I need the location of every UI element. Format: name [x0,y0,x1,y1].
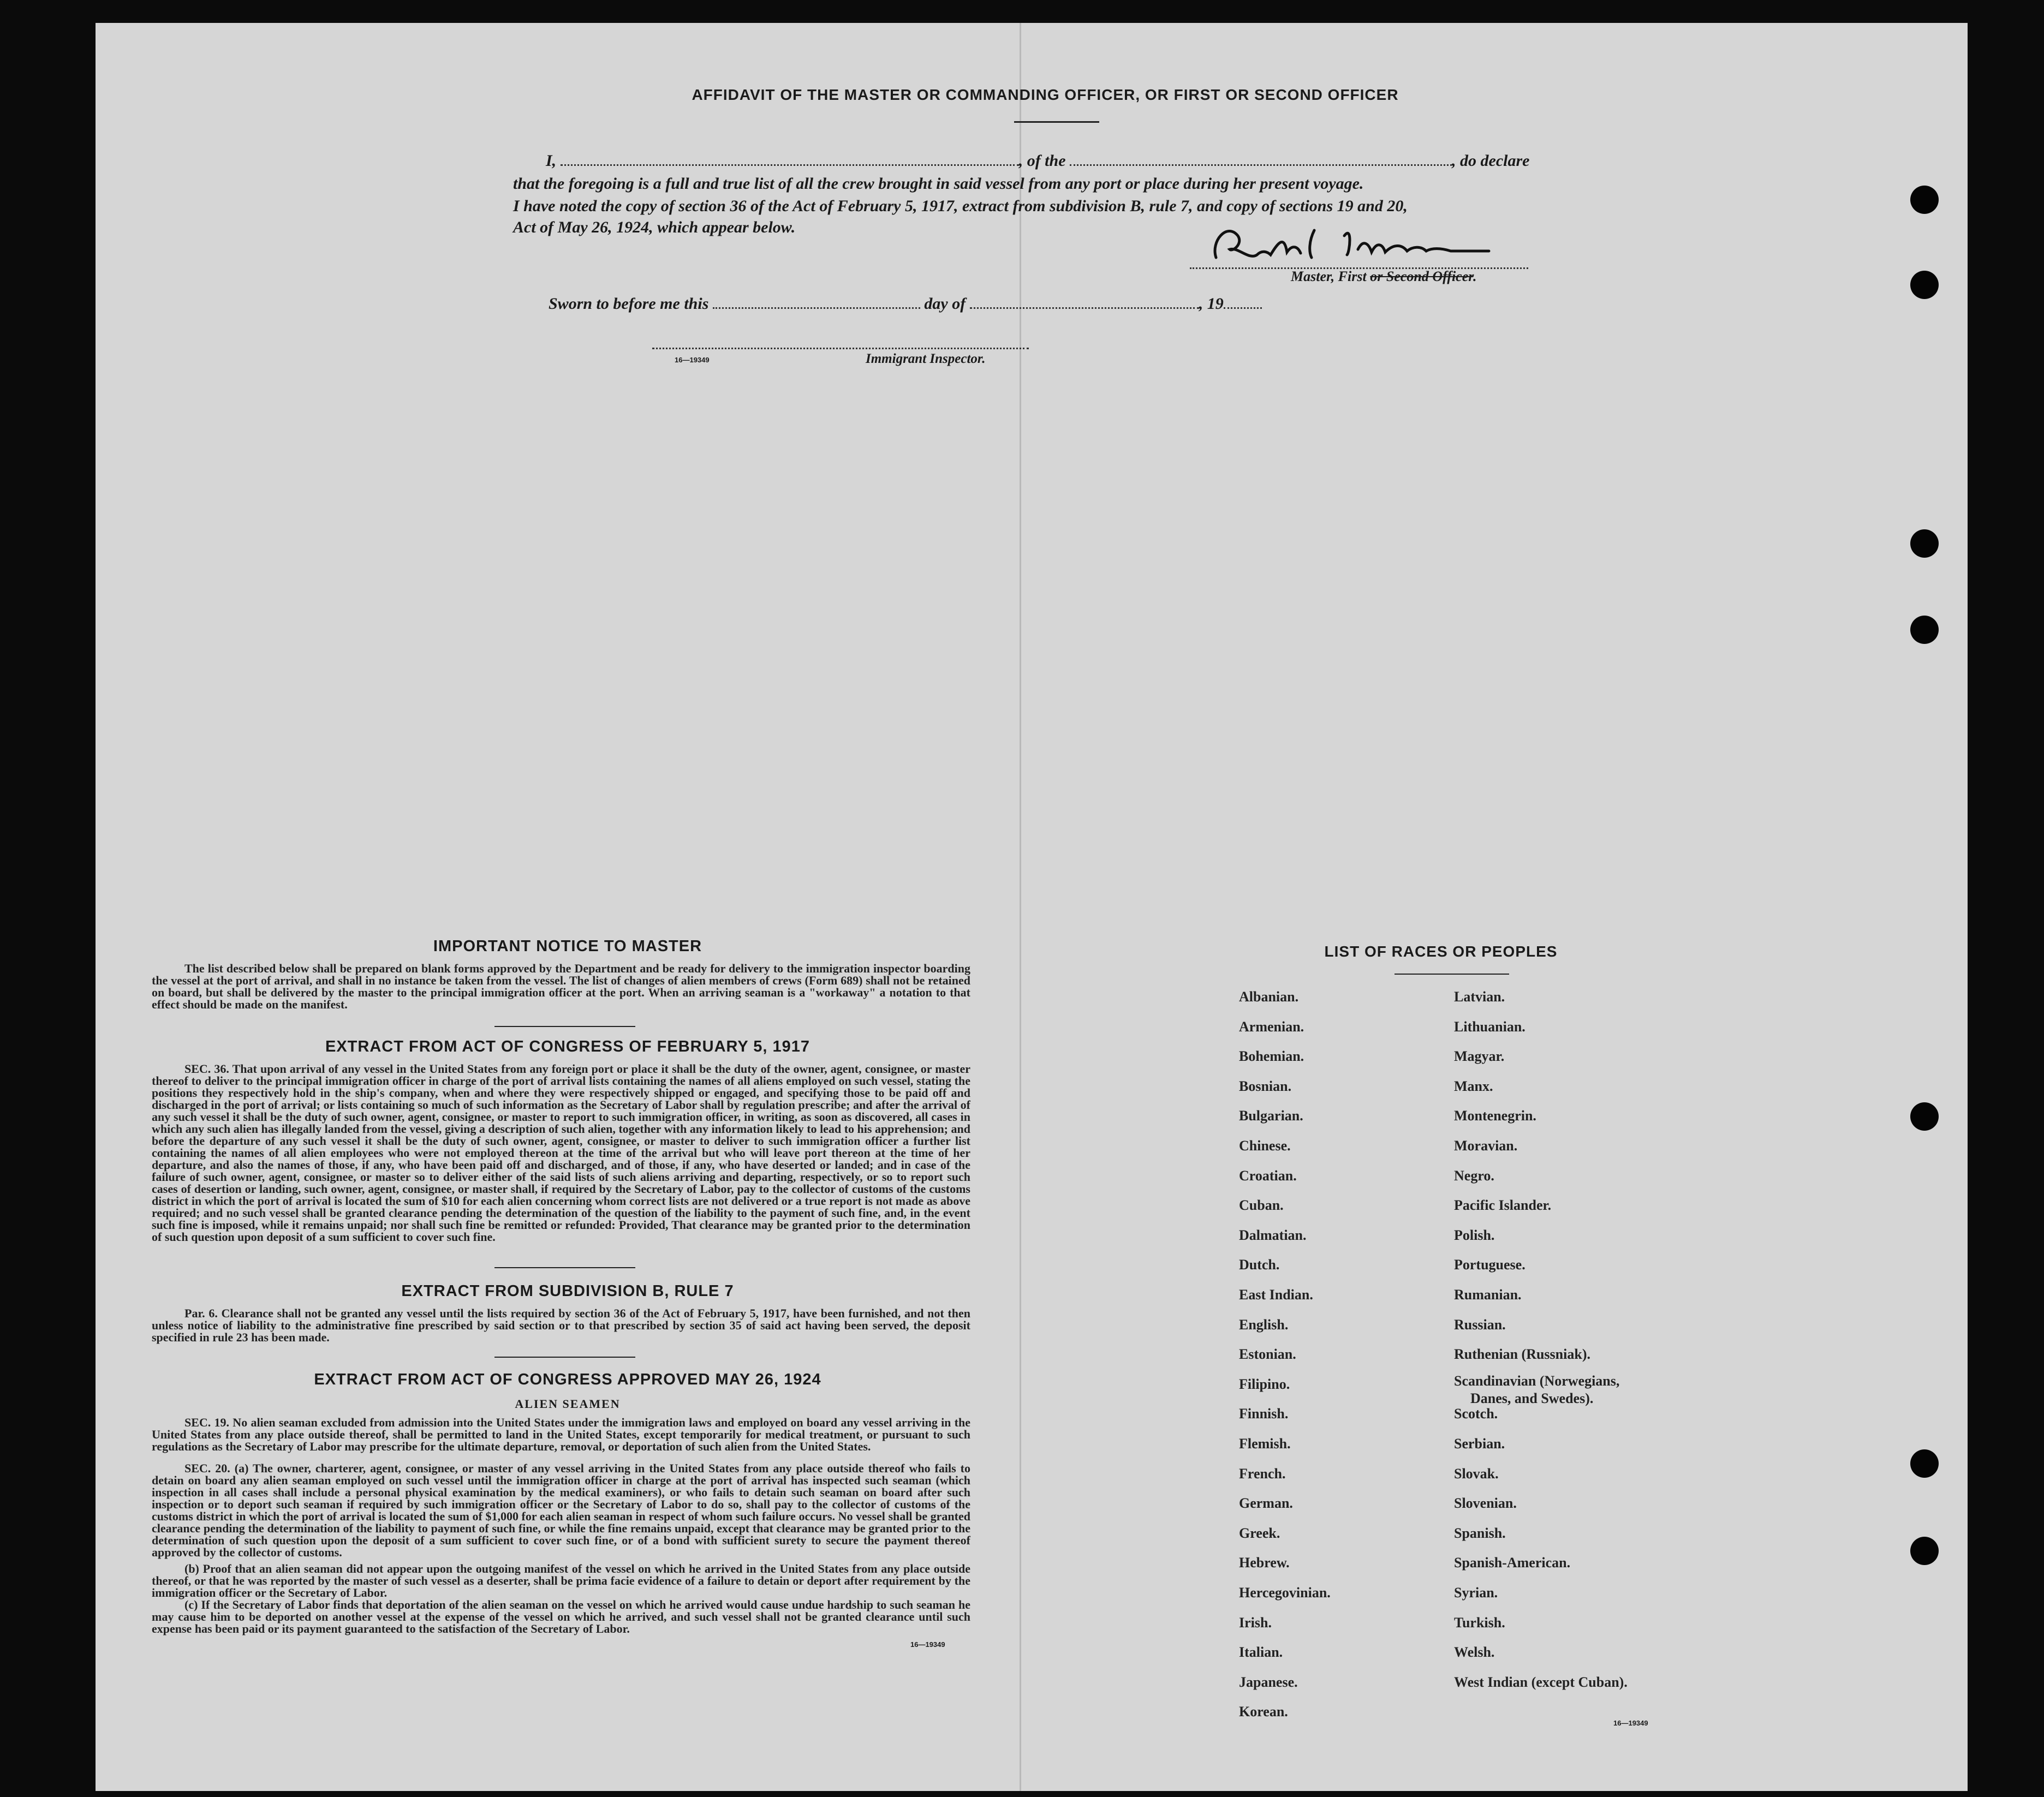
race-item: Croatian. [1239,1167,1297,1184]
race-item: Magyar. [1454,1048,1505,1065]
race-item: Hercegovinian. [1239,1585,1331,1601]
race-item: French. [1239,1465,1286,1482]
declaration-line-1 [546,152,1550,170]
race-item: Syrian. [1454,1585,1498,1601]
race-item: Finnish. [1239,1406,1289,1422]
binder-hole [1910,1537,1939,1565]
race-item: Cuban. [1239,1197,1284,1214]
race-item: Slovak. [1454,1465,1499,1482]
declaration-line-4: Act of May 26, 1924, which appear below. [513,218,796,236]
binder-hole [1910,616,1939,644]
affidavit-form-code: 16—19349 [675,356,710,364]
extract-1924-sec20b: (b) Proof that an alien seaman did not appear upon the outgoing manifest of the vessel on which he arrived in the United States from any place outside thereof, or that he was reported by the master of such vessel as a deserter, shall be prima facie evidence of a failure to detain or deport after requirement by the immigration officer or the Secretary of Labor. [152,1562,970,1599]
race-item: Pacific Islander. [1454,1197,1552,1214]
sworn-year-field[interactable] [1224,307,1262,309]
vessel-name-field[interactable] [1070,164,1452,166]
race-item: Hebrew. [1239,1555,1290,1571]
notice-title: IMPORTANT NOTICE TO MASTER [433,938,702,955]
extract-1917-title: EXTRACT FROM ACT OF CONGRESS OF FEBRUARY 5, 1917 [325,1038,811,1055]
declaration-line-3: I have noted the copy of section 36 of the Act of February 5, 1917, extract from subdivision B, rule 7, and copy of sections 19 and 20, [513,197,1408,215]
binder-hole [1910,529,1939,558]
race-item: Filipino. [1239,1376,1290,1392]
sworn-day-field[interactable] [713,307,920,309]
race-item: Estonian. [1239,1346,1296,1363]
race-item: Bulgarian. [1239,1108,1303,1124]
extract-1924-sec20a: SEC. 20. (a) The owner, charterer, agent, consignee, or master of any vessel arriving in the United States from any place outside thereof who fails to detain on board any alien seaman employed on such vessel until the immigration officer in charge at the port of arrival has inspected such seaman (which inspection in all cases shall include a personal physical examination by the medical examiners), or who fails to detain such seaman on board after such inspection or to deport such seaman if required by such immigration officer or the Secretary of Labor to do so, shall pay to the collector of customs of the customs district in which the port of arrival is located the sum of $1,000 for each alien seaman in respect of whom such failure occurs. No vessel shall be granted clearance pending the determination of the liability to payment of such fine, or while the fine remains unpaid, except that clearance may be granted prior to the determination of such question upon the deposit of a sum sufficient to cover such fine, or of a bond with sufficient surety to secure the payment thereof approved by the collector of customs. [152,1461,970,1559]
race-item: Dalmatian. [1239,1227,1307,1243]
race-item: Portuguese. [1454,1257,1525,1273]
subdivision-b-body: Par. 6. Clearance shall not be granted any vessel until the lists required by section 36 of the Act of February 5, 1917, have been furnished, and not then unless notice of liability to the administrative fine prescribed by said section or to that prescribed by section 35 of said act having been served, the deposit specified in rule 23 has been made. [152,1306,970,1344]
affidavit-title: AFFIDAVIT OF THE MASTER OR COMMANDING OFFICER, OR FIRST OR SECOND OFFICER [692,86,1399,103]
title-underline [1014,121,1099,123]
extract-1924-sec20c: (c) If the Secretary of Labor finds that deportation of the alien seaman on the vessel on which he arrived would cause undue hardship to such seaman he may cause him to be deported on another vessel at the expense of the vessel on which he arrived, and such vessel shall not be granted clearance until such expense has been paid or its payment guaranteed to the satisfaction of the Secretary of Labor. [152,1598,970,1635]
race-item: Lithuanian. [1454,1018,1525,1035]
race-item: West Indian (except Cuban). [1454,1674,1628,1690]
race-item: Slovenian. [1454,1495,1517,1512]
signature [1205,219,1511,268]
i-label: I, [546,152,557,170]
race-item: Polish. [1454,1227,1495,1243]
race-item: Italian. [1239,1644,1283,1661]
extract-1917-body: SEC. 36. That upon arrival of any vessel in the United States from any foreign port or place it shall be the duty of the owner, agent, consignee, or master thereof to deliver to the principal immigration officer in charge of the port of arrival lists containing the names of all aliens employed on such vessel, stating the positions they respectively hold in the ship's company, when and where they were respectively shipped or engaged, and specifying those to be paid off and discharged in the port of arrival; or lists containing so much of such information as the Secretary of Labor shall by regulation prescribe; and after the arrival of any such vessel it shall be the duty of such owner, agent, consignee, or master to report to such immigration officer, in writing, as soon as discovered, all cases in which any such alien has illegally landed from the vessel, giving a description of such alien, together with any information likely to lead to his apprehension; and before the departure of any such vessel it shall be the duty of such owner, agent, consignee, or master to deliver to such immigration officer a further list containing the names of all alien employees who were not employed thereon at the time of the arrival but who will leave port thereon at the time of her departure, and also the names of those, if any, who have been paid off and discharged, and of those, if any, who have deserted or landed; and in case of the failure of such owner, agent, consignee, or master so to deliver either of the said lists of such aliens arriving and departing, respectively, or so to report such cases of desertion or landing, such owner, agent, consignee, or master shall, if required by the Secretary of Labor, pay to the collector of customs of the customs district in which the port of arrival is located the sum of $10 for each alien concerning whom correct lists are not delivered or a true report is not made as above required; and no such vessel shall be granted clearance pending the determination of the question of the liability to the payment of such fine, and, in the event such fine is imposed, while it remains unpaid; nor shall such fine be remitted or refunded: Provided, That clearance may be granted prior to the determination of such question upon deposit of a sum sufficient to cover such fine. [152,1062,970,1244]
race-item: Bosnian. [1239,1078,1292,1094]
race-item: Korean. [1239,1704,1288,1720]
race-item: German. [1239,1495,1293,1512]
subdivision-b-title: EXTRACT FROM SUBDIVISION B, RULE 7 [401,1282,734,1300]
binder-hole [1910,1449,1939,1478]
race-item: Flemish. [1239,1436,1291,1452]
sworn-label: Sworn to before me this [549,295,709,313]
race-item: Negro. [1454,1167,1494,1184]
extract-form-code: 16—19349 [910,1640,945,1649]
races-title-underline [1395,974,1509,975]
divider [494,1267,635,1268]
race-item: Armenian. [1239,1018,1304,1035]
race-item: Manx. [1454,1078,1493,1094]
inspector-signature-line[interactable] [652,348,1029,349]
day-of-label: day of [924,295,966,313]
race-item: Scandinavian (Norwegians, [1454,1372,1620,1389]
extract-1924-subtitle: ALIEN SEAMEN [515,1397,621,1411]
binder-hole [1910,1102,1939,1131]
extract-1924-title: EXTRACT FROM ACT OF CONGRESS APPROVED MAY 26, 1924 [314,1371,821,1388]
binder-hole [1910,271,1939,299]
officer-name-field[interactable] [561,164,1019,166]
signer-title-prefix: Master, First [1291,268,1367,284]
race-item: Montenegrin. [1454,1108,1536,1124]
race-item: Ruthenian (Russniak). [1454,1346,1590,1363]
race-item: East Indian. [1239,1287,1313,1303]
signer-title-suffix: . [1473,268,1477,284]
divider [494,1357,635,1358]
extract-1924-sec19: SEC. 19. No alien seaman excluded from admission into the United States under the immigration laws and employed on board any vessel arriving in the United States from any place outside thereof, shall be permitted to land in the United States, except temporarily for medical treatment, or pursuant to such regulations as the Secretary of Labor may prescribe for the ultimate departure, removal, or deportation of such alien from the United States. [152,1416,970,1453]
page-fold-line [1020,23,1021,1791]
race-item: Spanish-American. [1454,1555,1571,1571]
year-label: , 19 [1199,295,1224,313]
race-item: Moravian. [1454,1138,1518,1154]
race-item: Rumanian. [1454,1287,1522,1303]
race-item: Greek. [1239,1525,1280,1541]
race-item: Welsh. [1454,1644,1495,1661]
declaration-line-2: that the foregoing is a full and true list of all the crew brought in said vessel from any port or place during her present voyage. [513,175,1364,193]
race-item: Dutch. [1239,1257,1280,1273]
race-item: Turkish. [1454,1614,1505,1631]
signer-title-struck: or Second Officer [1370,268,1473,284]
do-declare-label: , do declare [1452,152,1530,170]
sworn-line [549,295,1313,313]
race-item: Chinese. [1239,1138,1291,1154]
race-item: English. [1239,1316,1289,1333]
signer-title [1291,268,1476,285]
race-item: Spanish. [1454,1525,1506,1541]
races-title: LIST OF RACES OR PEOPLES [1324,943,1558,960]
inspector-label: Immigrant Inspector. [866,351,986,366]
race-item: Scotch. [1454,1406,1498,1422]
divider [494,1026,635,1027]
race-item: Latvian. [1454,989,1505,1005]
race-item: Danes, and Swedes). [1470,1390,1594,1406]
race-item: Albanian. [1239,989,1299,1005]
race-item: Serbian. [1454,1436,1505,1452]
notice-body: The list described below shall be prepared on blank forms approved by the Department and be ready for delivery to the immigration inspector boarding the vessel at the port of arrival, and shall in no instance be taken from the vessel. The list of changes of alien members of crews (Form 689) shall not be retained on board, but shall be delivered by the master to the principal immigration officer at the port. When an arriving seaman is a "workaway" a notation to that effect should be made on the manifest. [152,962,970,1011]
race-item: Japanese. [1239,1674,1298,1690]
sworn-month-field[interactable] [970,307,1199,309]
binder-hole [1910,186,1939,214]
of-the-label: , of the [1018,152,1066,170]
race-item: Irish. [1239,1614,1272,1631]
race-item: Russian. [1454,1316,1506,1333]
races-form-code: 16—19349 [1613,1719,1648,1727]
race-item: Bohemian. [1239,1048,1304,1065]
